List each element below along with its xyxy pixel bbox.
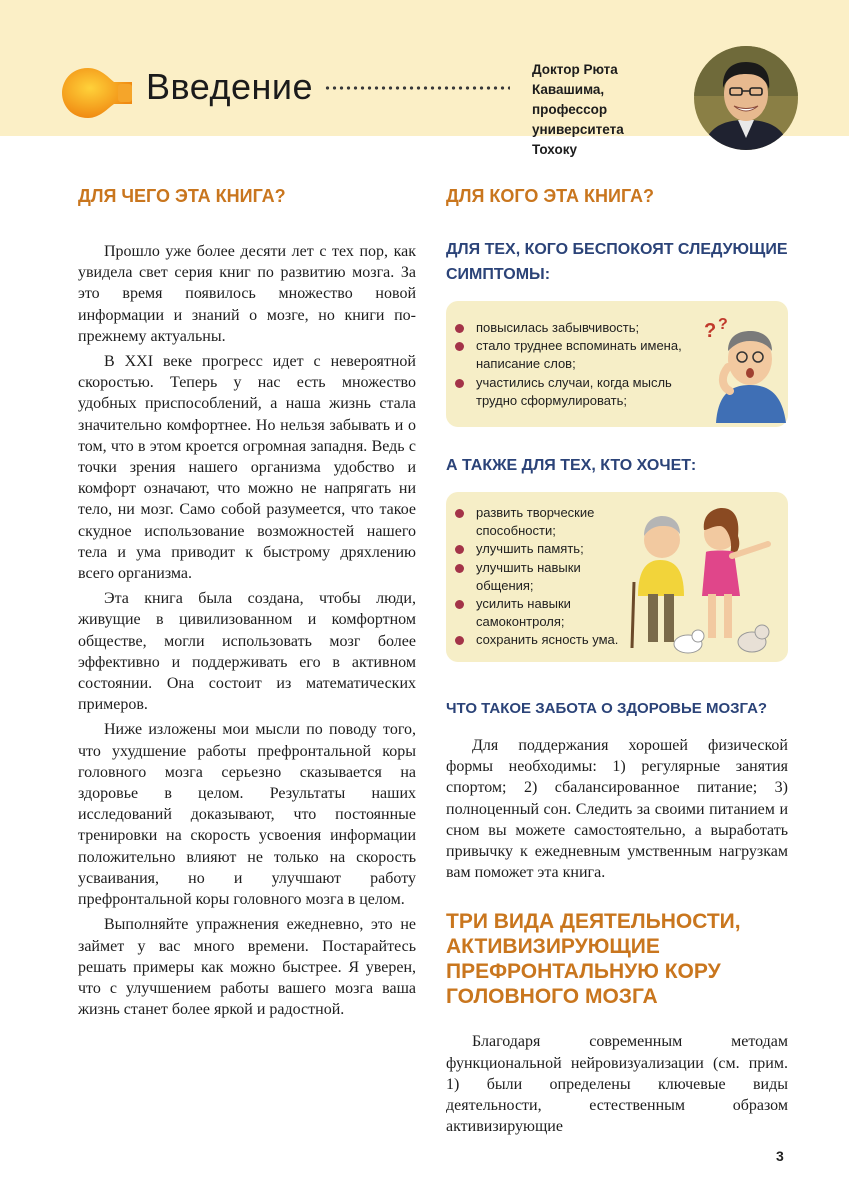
heading-line: ТРИ ВИДА ДЕЯТЕЛЬНОСТИ, bbox=[446, 910, 741, 934]
page-number: 3 bbox=[776, 1148, 784, 1164]
list-item: развить творческие способности; bbox=[446, 504, 636, 540]
walking-people-illustration bbox=[628, 496, 776, 658]
subheading-symptoms: ДЛЯ ТЕХ, КОГО БЕСПОКОЯТ СЛЕДУЮЩИЕ СИМПТОМЫ: bbox=[446, 241, 788, 283]
list-item: улучшить память; bbox=[446, 540, 636, 558]
three-activities-heading bbox=[446, 909, 788, 1009]
lightbulb-icon bbox=[58, 64, 136, 122]
paragraph: Ниже изложены мои мысли по поводу того, что ухудшение работы префронтальной коры головного мозга серьезно сказывается на здоровье в целом. Результаты наших исследований доказывают, что постоянные тренировки на скорость усвоения информации положительно влияют не только на скорость усваивания, но и улучшают работу префронтальной коры головного мозга в целом. bbox=[78, 721, 416, 909]
heading-line: ГОЛОВНОГО МОЗГА bbox=[446, 985, 658, 1009]
list-item: участились случаи, когда мысль трудно сформулировать; bbox=[446, 374, 696, 410]
heading-line: ПРЕФРОНТАЛЬНУЮ КОРУ bbox=[446, 960, 721, 984]
author-credit bbox=[532, 60, 692, 160]
symptoms-box bbox=[446, 301, 788, 427]
right-column bbox=[446, 186, 788, 1137]
confused-man-illustration bbox=[696, 307, 788, 423]
author-line: Тохоку bbox=[532, 142, 577, 157]
paragraph: Прошло уже более десяти лет с тех пор, как увидела свет серия книг по развитию мозга. За это время появилось множество новой информации и знаний о мозге, но книги по-прежнему актуальны. bbox=[78, 243, 416, 345]
list-item: стало труднее вспоминать имена, написание слов; bbox=[446, 337, 696, 373]
brain-care-text bbox=[446, 735, 788, 883]
paragraph: Эта книга была создана, чтобы люди, живущие в цивилизованном и комфортном обществе, могли использовать мозг более эффективно и поддерживать его в активном состоянии. Она состоит из математических примеров. bbox=[78, 590, 416, 714]
author-line: Доктор Рюта Кавашима, bbox=[532, 62, 618, 97]
dotted-leader bbox=[324, 84, 510, 92]
list-item: сохранить ясность ума. bbox=[446, 631, 636, 649]
page-title: Введение bbox=[146, 66, 314, 107]
left-column bbox=[78, 186, 416, 1020]
paragraph: Выполняйте упражнения ежедневно, это не займет у вас много времени. Постарайтесь решать примеры как можно быстрее. Я уверен, что с улучшением работы вашего мозга ваша жизнь станет более яркой и радостной. bbox=[78, 916, 416, 1019]
activities-text bbox=[446, 1031, 788, 1137]
paragraph: Для поддержания хорошей физической формы необходимы: 1) регулярные занятия спортом; 2) сбалансированное питание; 3) полноценный сон. Следить за своими питанием и сном вы можете самостоятельно, а выработать привычку к ежедневным умственным нагрузкам вам поможет эта книга. bbox=[446, 737, 788, 882]
author-portrait bbox=[694, 46, 798, 150]
svg-text:?: ? bbox=[704, 320, 717, 342]
section-heading-who: ДЛЯ КОГО ЭТА КНИГА? bbox=[446, 186, 655, 206]
list-item: повысилась забывчивость; bbox=[446, 319, 696, 337]
section-heading-why: ДЛЯ ЧЕГО ЭТА КНИГА? bbox=[78, 186, 286, 206]
heading-line: АКТИВИЗИРУЮЩИЕ bbox=[446, 935, 660, 959]
svg-text:?: ? bbox=[718, 316, 728, 333]
intro-text bbox=[78, 241, 416, 1020]
list-item: улучшить навыки общения; bbox=[446, 559, 636, 595]
paragraph: Благодаря современным методам функциональной нейровизуализации (см. прим. 1) были определены ключевые виды деятельности, естественным образом активизирующие bbox=[446, 1033, 788, 1136]
subheading-wants: А ТАКЖЕ ДЛЯ ТЕХ, КТО ХОЧЕТ: bbox=[446, 457, 697, 474]
author-line: профессор университета bbox=[532, 102, 624, 137]
paragraph: В XXI веке прогресс идет с невероятной скоростью. Теперь у нас есть множество удобных приспособлений, а наша жизнь стала значительно комфортнее. Но нельзя забывать и о том, что в этом кроется огромная западня. Ведь с точки зрения нашего организма удобство и комфорт означают, что можно не напрягать ни тело, ни мозг. Само собой разумеется, что такое скудное использование возможностей нашего тела и ума приводит к быстрому дряхлению всего организма. bbox=[78, 353, 416, 583]
subheading-brain-care: ЧТО ТАКОЕ ЗАБОТА О ЗДОРОВЬЕ МОЗГА? bbox=[446, 700, 768, 717]
list-item: усилить навыки самоконтроля; bbox=[446, 595, 636, 631]
wants-box bbox=[446, 492, 788, 662]
